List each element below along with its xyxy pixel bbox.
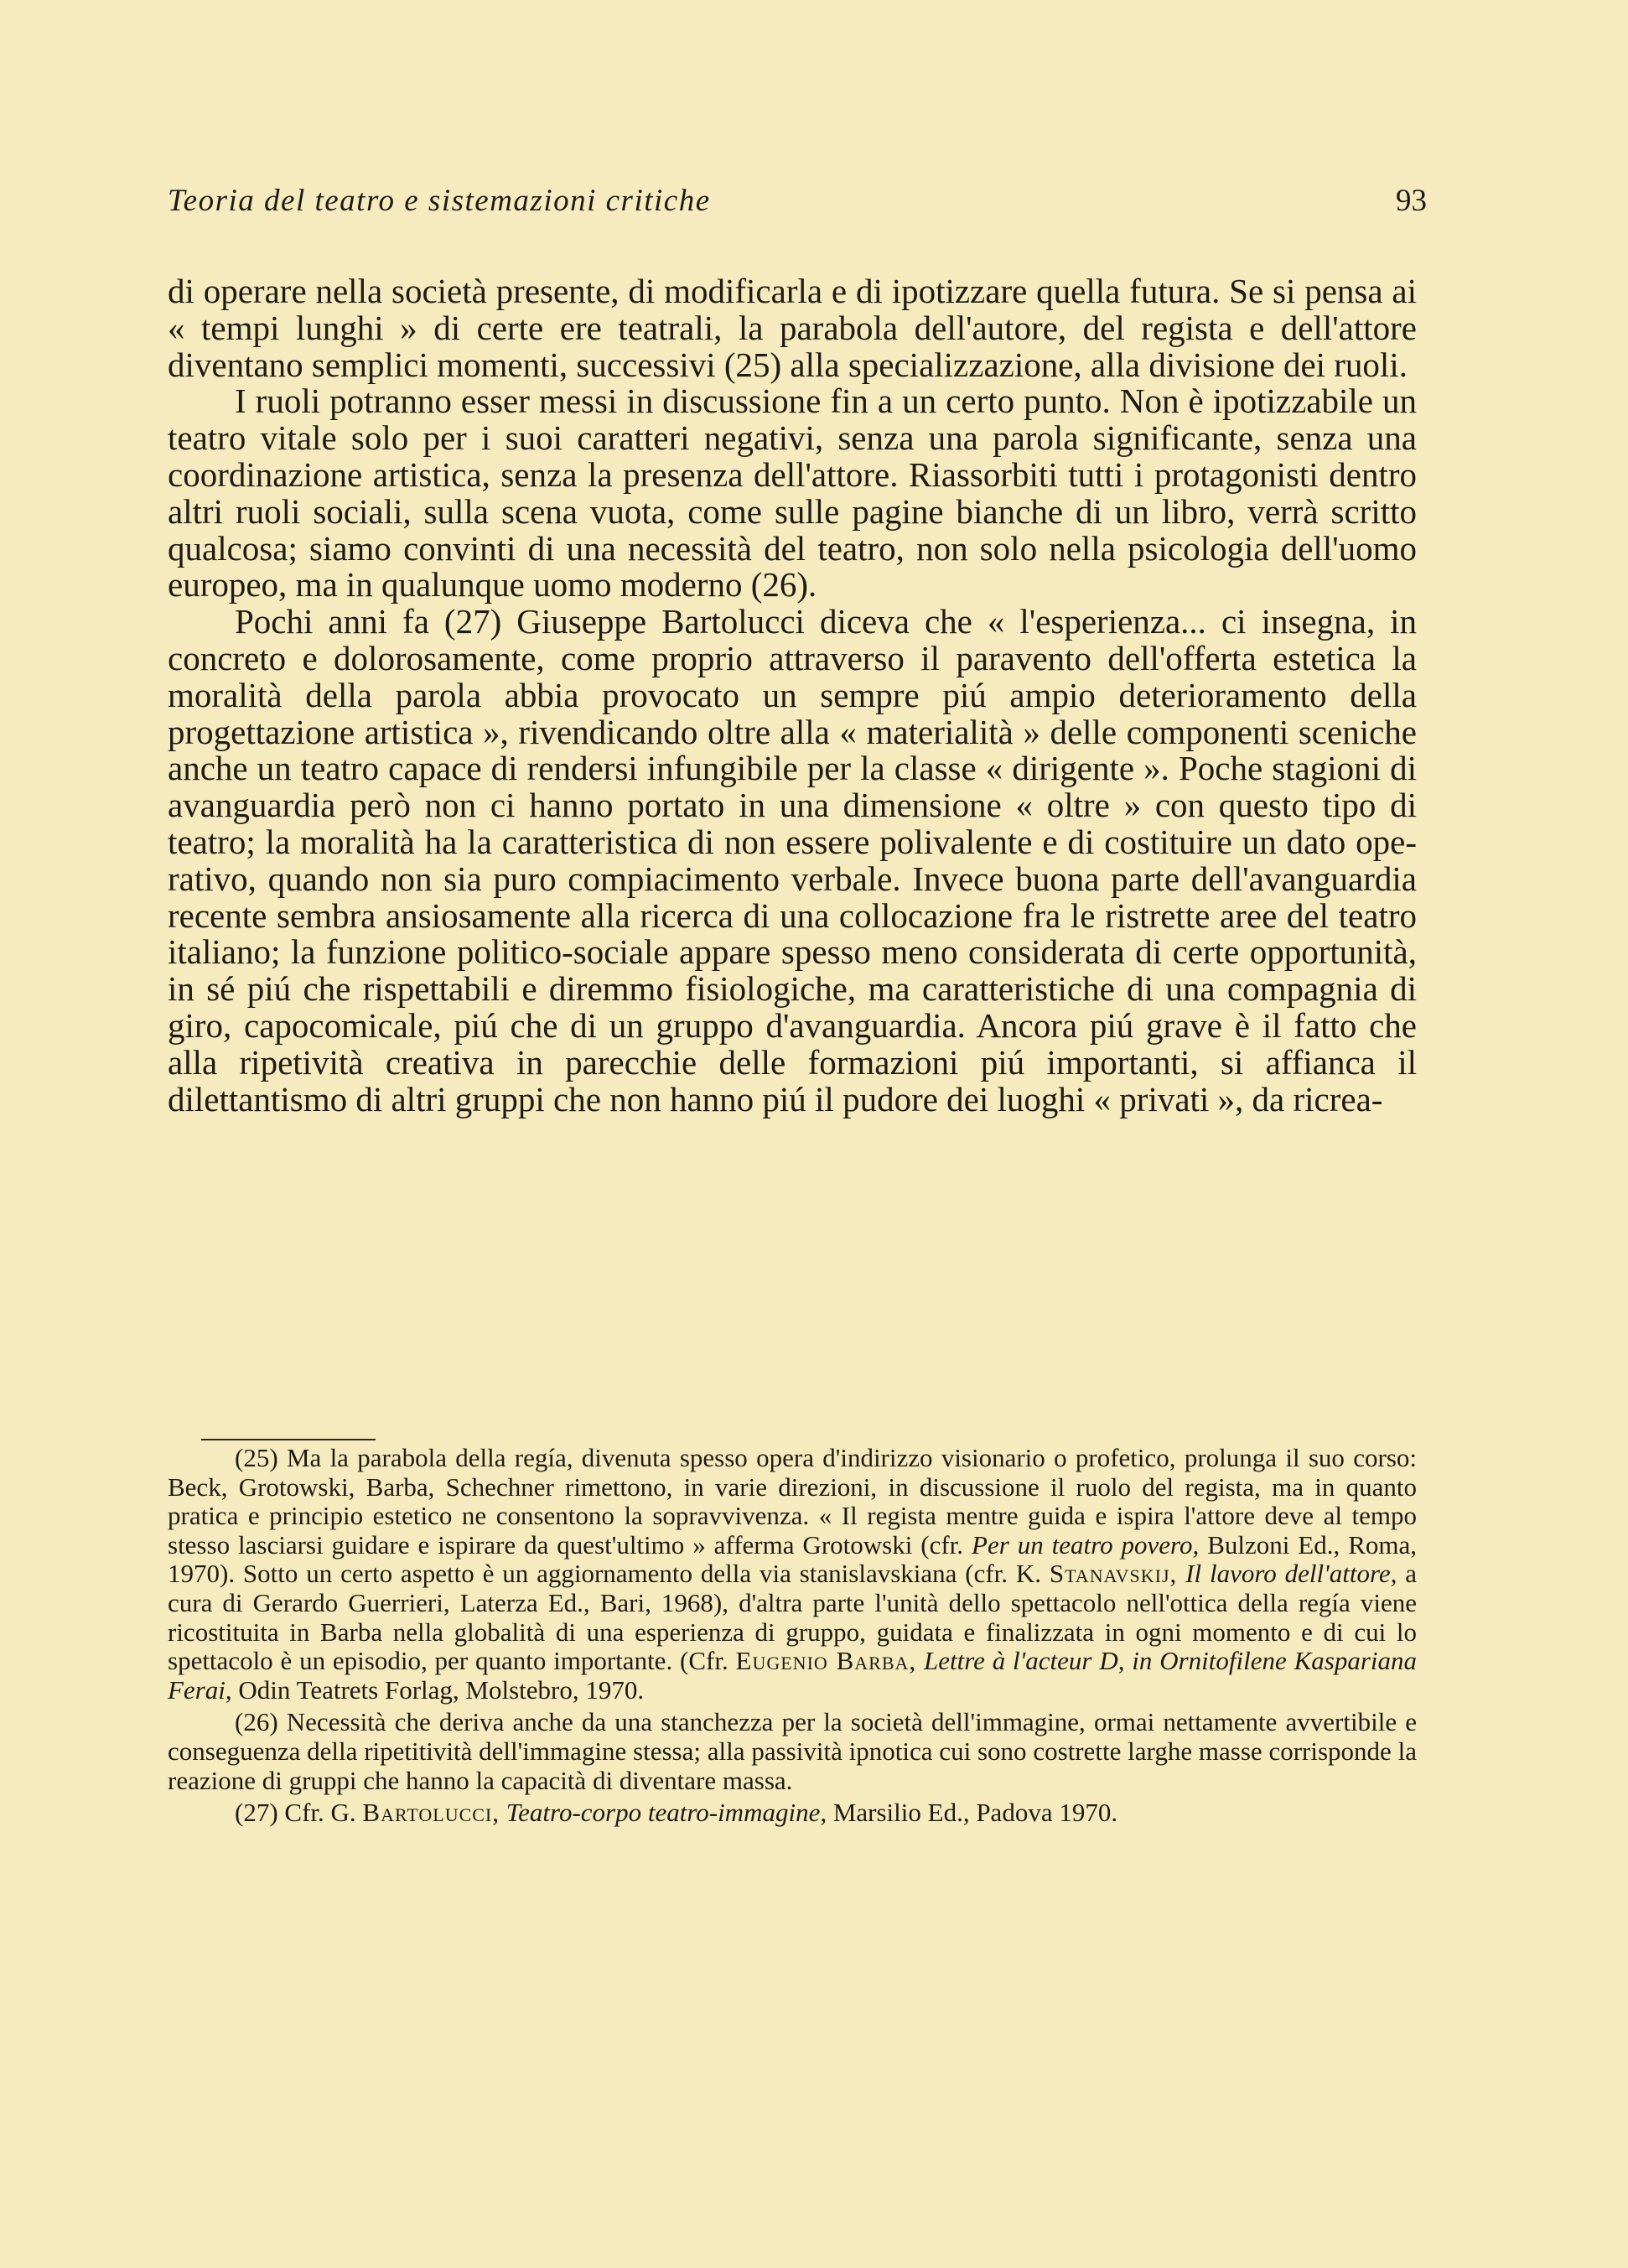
running-title: Teoria del teatro e sistemazioni critiche [168,184,711,218]
footnote-text: (25) Ma la parabola della regía, divenuta spesso opera d'indirizzo visionario o profetico, prolunga il suo corso: Beck, Grotowski, Barba, Schechner rimettono, in varie direzioni, in discussione il ruolo del regista, ma in quanto pratica e principio estetico ne consentono la sopravvivenza. « Il regista mentre guida e ispira l'attore deve al tempo stesso lasciarsi guidare e ispirare da quest'ultimo » afferma Grotowski (cfr. [168,1443,1417,1560]
footnotes [168,1444,1417,1828]
footnote-text: (27) Cfr. G. [235,1798,363,1828]
main-text [168,273,1417,1118]
footnote-text: a cura di Gerardo Guerrieri, Laterza Ed., Bari, 1968), d'altra parte l'unità dello spettacolo nell'ottica della regía viene ricostituita in Barba nella globalità di una esperienza di gruppo, guidata e finalizzata in ogni momento e di cui lo spettacolo è un episodio, per quanto importante. (Cfr. [168,1559,1417,1676]
book-title: Il lavoro dell'attore, [1177,1559,1397,1589]
paragraph: di operare nella società presente, di modificarla e di ipotizzare quella futura. Se si pensa ai « tempi lunghi » di certe ere teatrali, la parabola dell'autore, del regista e dell'attore diventano semplici momenti, successivi (25) alla specializzazione, alla divisione dei ruoli. [168,272,1417,384]
book-title: Teatro-corpo teatro-immagine, [500,1798,827,1828]
footnote-text: Bulzoni Ed., Roma, 1970). Sotto un certo aspetto è un aggiornamento della via stanislavskiana (cfr. K. [168,1529,1417,1589]
book-title: Lettre à l'acteur D, in Ornitofilene Kaspariana Ferai, [168,1646,1417,1705]
footnote-25 [168,1444,1417,1705]
footnote-26: (26) Necessità che deriva anche da una stanchezza per la società dell'immagine, ormai nettamente avvertibile e conseguenza della ripetitività dell'immagine stessa; alla passività ipnotica cui sono costrette larghe masse corrisponde la reazione di gruppi che hanno la capacità di diventare massa. [168,1707,1417,1795]
running-head [168,183,1427,230]
footnote-27 [168,1798,1417,1828]
footnote-separator [201,1439,376,1440]
footnote-text: Marsilio Ed., Padova 1970. [827,1798,1118,1828]
paragraph: Pochi anni fa (27) Giuseppe Bartolucci diceva che « l'esperienza... ci insegna, in concreto e dolorosamente, come proprio attraverso il paravento dell'offerta estetica la moralità della parola abbia provocato un sempre piú ampio deterioramento della progettazione artistica », rivendicando oltre alla « materialità » delle componenti sceniche anche un teatro capace di rendersi infungibile per la classe « dirigente ». Poche stagioni di avanguardia però non ci hanno portato in una dimensione « oltre » con questo tipo di teatro; la moralità ha la caratteristica di non essere polivalente e di costituire un dato operativo, quando non sia puro compiacimento verbale. Invece buona parte dell'avanguardia recente sembra ansiosamente alla ricerca di una collocazione fra le ristrette aree del teatro italiano; la funzione politico-sociale appare spesso meno considerata di certe opportunità, in sé piú che rispettabili e diremmo fisiologiche, ma caratteristiche di una compagnia di giro, capocomicale, piú che di un gruppo d'avanguardia. Ancora piú grave è il fatto che alla ripetività creativa in parecchie delle formazioni piú importanti, si affianca il dilettantismo di altri gruppi che non hanno piú il pudore dei luoghi « privati », da ricrea- [168,602,1417,1118]
footnote-text: Odin Teatrets Forlag, Molstebro, 1970. [231,1674,645,1705]
author-name: Stanavskij, [1049,1559,1178,1589]
book-title: Per un teatro povero, [972,1529,1200,1560]
paragraph: I ruoli potranno esser messi in discussione fin a un certo punto. Non è ipotizzabile un teatro vitale solo per i suoi caratteri negativi, senza una parola significante, senza una coordinazione artistica, senza la presenza dell'attore. Riassorbiti tutti i protagonisti dentro altri ruoli sociali, sulla scena vuota, come sulle pagine bianche di un libro, verrà scritto qualcosa; siamo convinti di una necessità del teatro, non solo nella psicologia dell'uomo europeo, ma in qualunque uomo moderno (26). [168,381,1417,605]
author-name: Bartolucci, [362,1798,500,1828]
author-name: Eugenio Barba, [735,1646,917,1676]
page-number: 93 [1396,184,1427,218]
